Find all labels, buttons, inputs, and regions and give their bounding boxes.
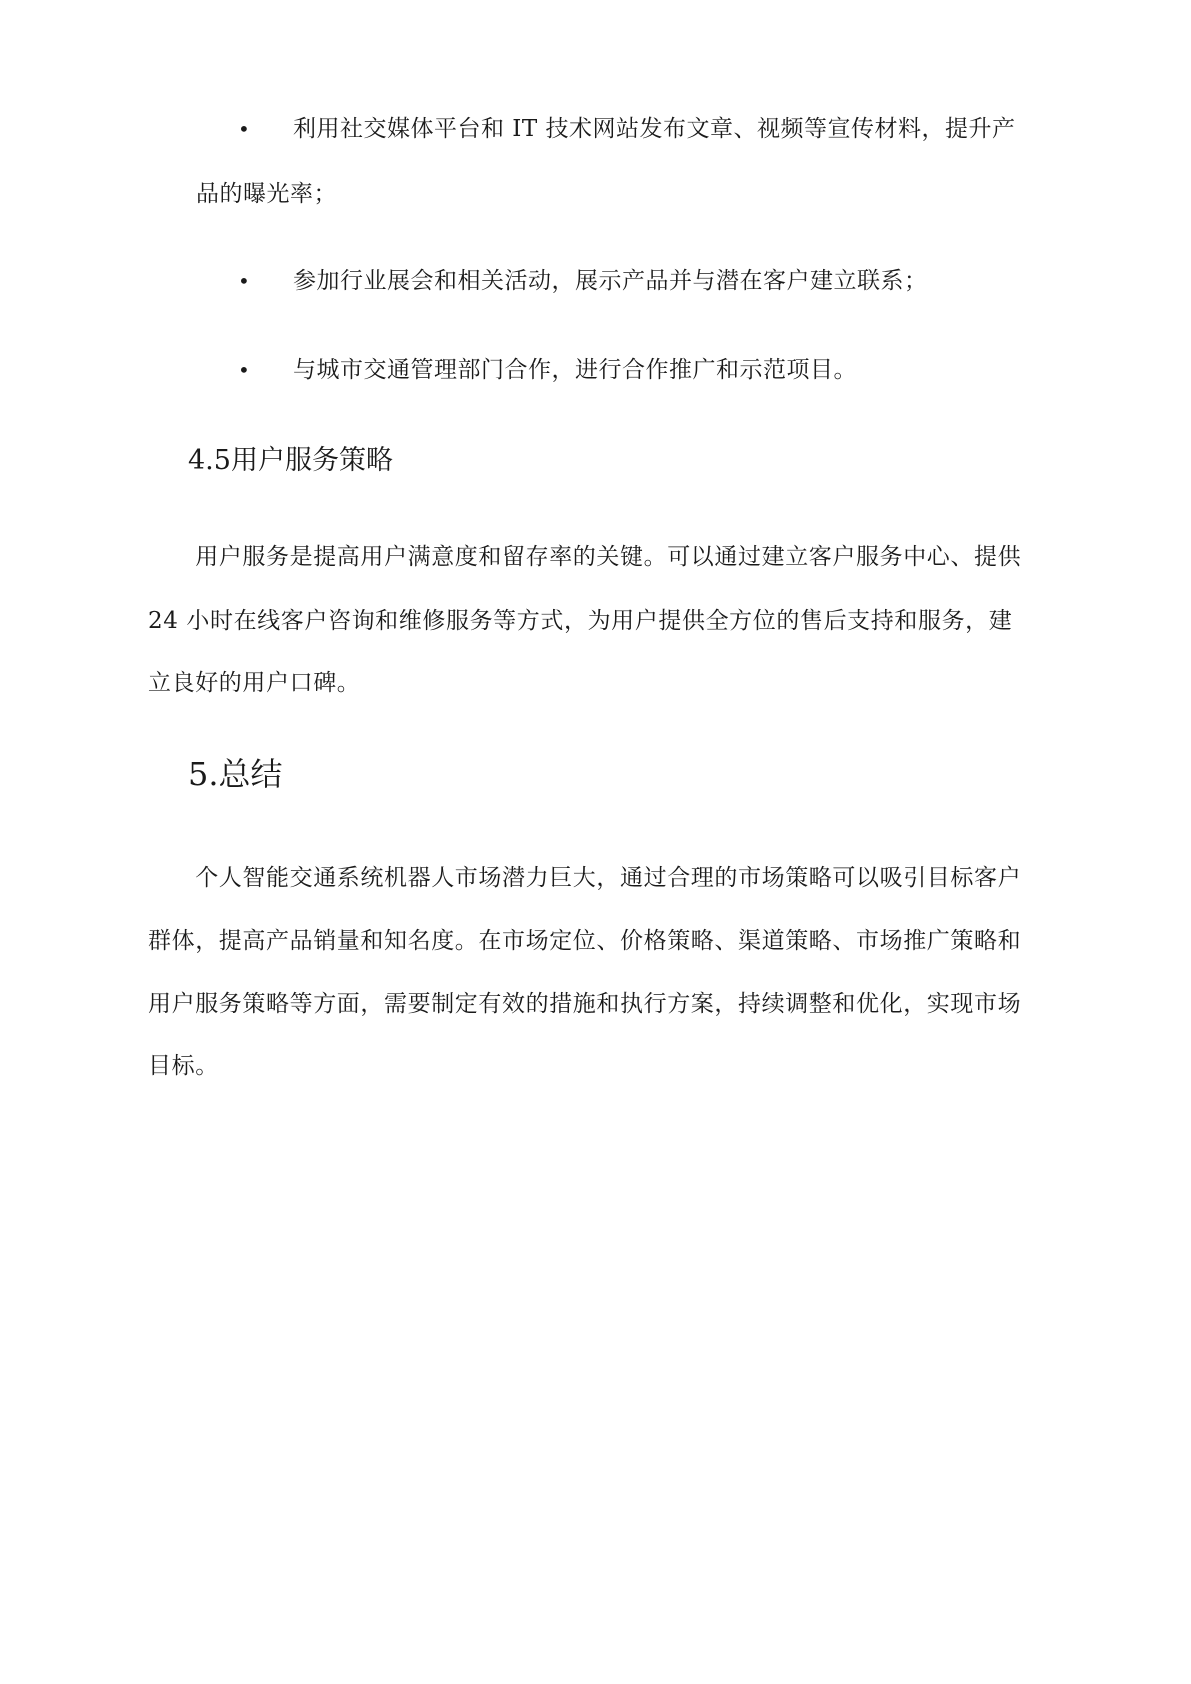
bullet-text-line: 利用社交媒体平台和 IT 技术网站发布文章、视频等宣传材料，提升产 [293, 116, 1016, 142]
paragraph-line: 24 小时在线客户咨询和维修服务等方式，为用户提供全方位的售后支持和服务，建 [148, 608, 1013, 634]
section-heading: 5.总结 [188, 755, 283, 793]
paragraph-line: 用户服务是提高用户满意度和留存率的关键。可以通过建立客户服务中心、提供 [148, 544, 1022, 570]
paragraph-line: 目标。 [148, 1053, 219, 1079]
bullet-text-line: 品的曝光率； [196, 181, 337, 207]
bullet-marker: • [238, 269, 250, 293]
bullet-text-line: 与城市交通管理部门合作，进行合作推广和示范项目。 [293, 357, 857, 383]
paragraph-line: 立良好的用户口碑。 [148, 670, 361, 696]
paragraph-line: 用户服务策略等方面，需要制定有效的措施和执行方案，持续调整和优化，实现市场 [148, 991, 1022, 1017]
paragraph-line: 个人智能交通系统机器人市场潜力巨大，通过合理的市场策略可以吸引目标客户 [148, 865, 1022, 891]
section-heading: 4.5用户服务策略 [188, 445, 393, 476]
bullet-marker: • [238, 117, 250, 141]
bullet-text-line: 参加行业展会和相关活动，展示产品并与潜在客户建立联系； [293, 268, 928, 294]
paragraph-line: 群体，提高产品销量和知名度。在市场定位、价格策略、渠道策略、市场推广策略和 [148, 928, 1022, 954]
bullet-marker: • [238, 358, 250, 382]
